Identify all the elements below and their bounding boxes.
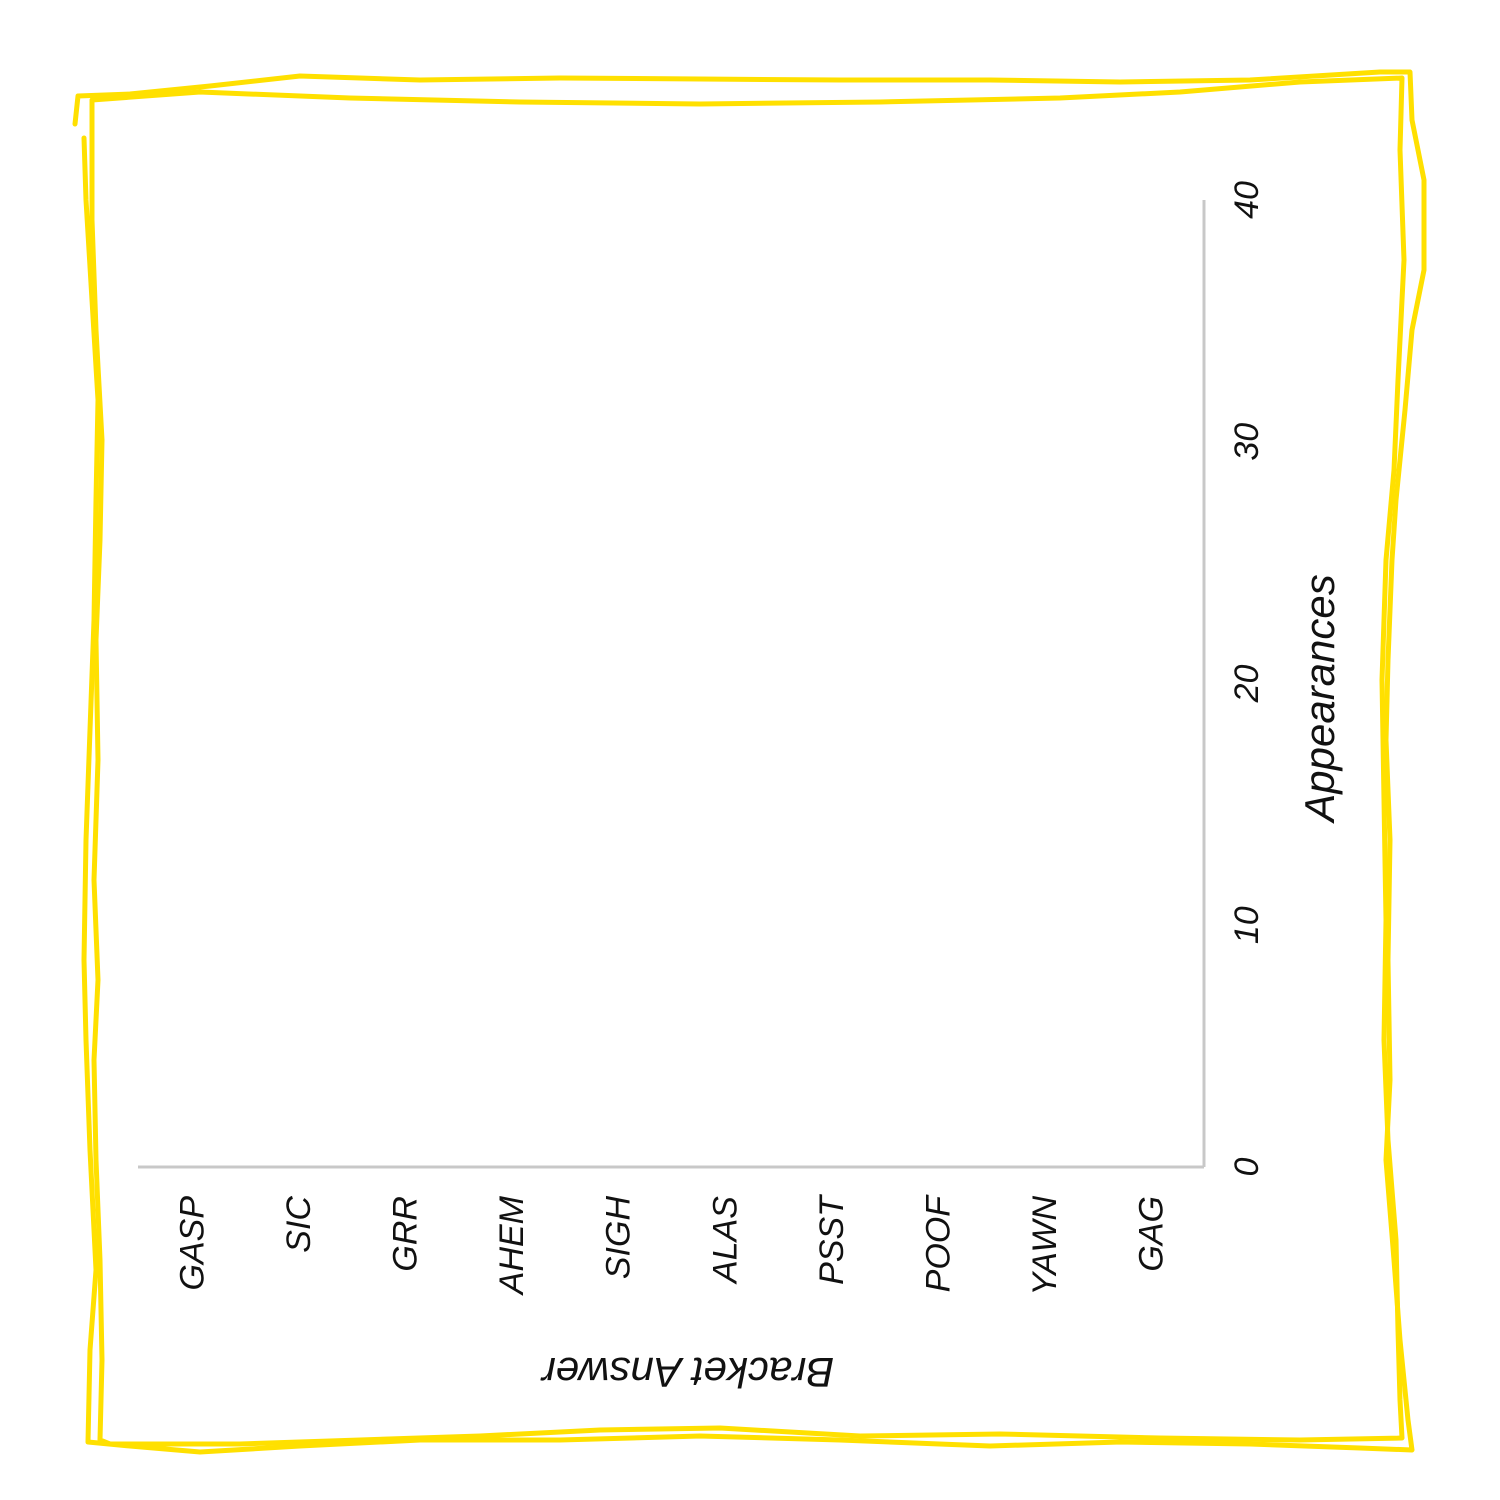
bar-sic (251, 1166, 345, 1168)
category-label-yawn: YAWN (1026, 1196, 1065, 1296)
bar-gasp (144, 1166, 238, 1168)
y-tick-label: 20 (1228, 664, 1266, 703)
category-label-sic: SIC (279, 1196, 318, 1253)
bar-yawn (997, 1166, 1091, 1168)
category-label-gag: GAG (1132, 1196, 1171, 1272)
category-labels (173, 1194, 1170, 1296)
y-tick-label: 30 (1228, 422, 1266, 461)
bar-alas (677, 1166, 771, 1168)
x-axis-title: Bracket Answer (541, 1349, 835, 1396)
bar-ahem (464, 1166, 558, 1168)
bar-poof (891, 1166, 985, 1168)
sketch-frame (75, 72, 1424, 1452)
category-label-poof: POOF (919, 1196, 958, 1293)
y-tick-label: 40 (1228, 181, 1266, 219)
category-label-alas: ALAS (706, 1196, 745, 1283)
category-label-psst: PSST (812, 1196, 851, 1285)
bar-grr (358, 1166, 452, 1168)
category-label-grr: GRR (386, 1196, 425, 1272)
category-label-ahem: AHEM (493, 1196, 532, 1295)
y-tick-label: 10 (1228, 906, 1266, 945)
bar-sigh (571, 1166, 665, 1168)
bar-gag (1104, 1166, 1198, 1168)
frame-stroke-outer (75, 72, 1424, 1452)
category-label-sigh: SIGH (599, 1196, 638, 1280)
y-tick-labels (1228, 181, 1266, 1176)
y-tick-label: 0 (1228, 1157, 1266, 1177)
category-label-gasp: GASP (173, 1196, 212, 1291)
bar-psst (784, 1166, 878, 1168)
y-axis-title: Appearances (1296, 574, 1343, 822)
